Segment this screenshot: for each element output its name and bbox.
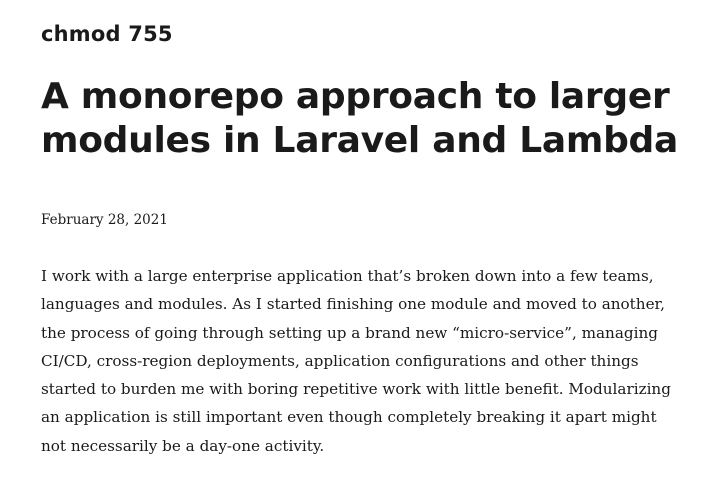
post-date: February 28, 2021 (41, 212, 168, 228)
post-title: A monorepo approach to larger modules in Laravel and Lambda (41, 76, 678, 161)
site-title-link[interactable]: chmod 755 (41, 22, 173, 46)
post-paragraph: I work with a large enterprise application that’s broken down into a few teams, languages and modules. As I started finishing one module and moved to another, the process of going through setting up a brand new “micro-service”, managing CI/CD, cross-region deployments, application configurations and other things started to burden me with boring repetitive work with little benefit. Modularizing an application is still important even though completely breaking it apart might not necessarily be a day-one activity. (41, 267, 671, 455)
